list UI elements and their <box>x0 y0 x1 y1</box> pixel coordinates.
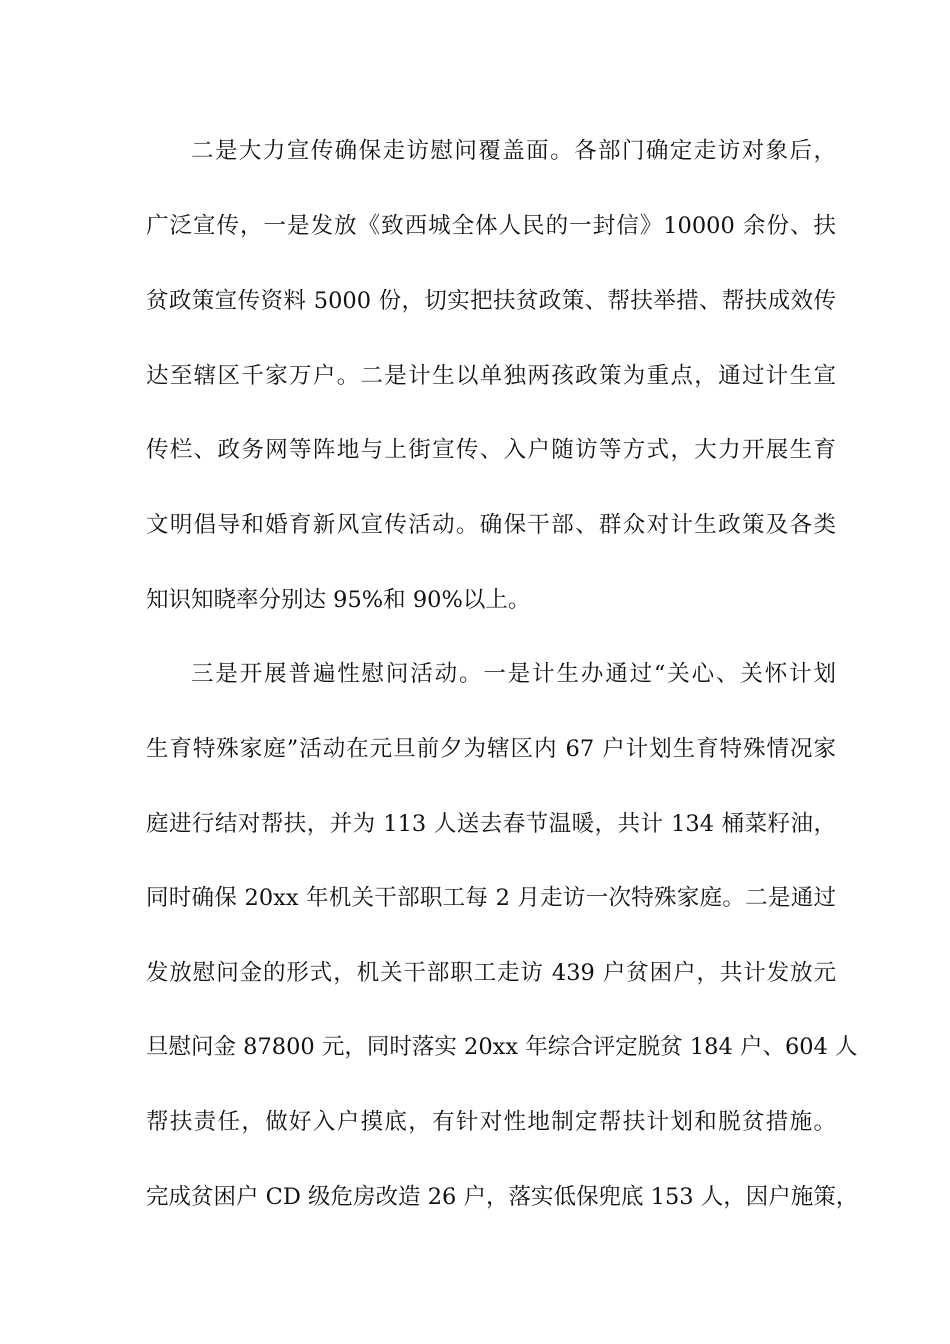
paragraph-2-line-6: 旦慰问金 87800 元，同时落实 20xx 年综合评定脱贫 184 户、604 人 <box>146 1034 858 1060</box>
paragraph-1-line-1: 二是大力宣传确保走访慰问覆盖面。各部门确定走访对象后， <box>191 138 836 164</box>
paragraph-2-line-2: 生育特殊家庭”活动在元旦前夕为辖区内 67 户计划生育特殊情况家 <box>146 736 836 762</box>
paragraph-2-line-7: 帮扶责任，做好入户摸底，有针对性地制定帮扶计划和脱贫措施。 <box>146 1109 836 1135</box>
paragraph-1-line-6: 文明倡导和婚育新风宣传活动。确保干部、群众对计生政策及各类 <box>146 512 836 538</box>
paragraph-2-line-4: 同时确保 20xx 年机关干部职工每 2 月走访一次特殊家庭。二是通过 <box>146 885 836 911</box>
paragraph-1-line-5: 传栏、政务网等阵地与上街宣传、入户随访等方式，大力开展生育 <box>146 437 836 463</box>
paragraph-1-line-3: 贫政策宣传资料 5000 份，切实把扶贫政策、帮扶举措、帮扶成效传 <box>146 288 836 314</box>
paragraph-2-line-5: 发放慰问金的形式，机关干部职工走访 439 户贫困户，共计发放元 <box>146 960 836 986</box>
paragraph-1-line-4: 达至辖区千家万户。二是计生以单独两孩政策为重点，通过计生宣 <box>146 363 836 389</box>
paragraph-1-line-7: 知识知晓率分别达 95%和 90%以上。 <box>146 587 531 613</box>
paragraph-2-line-8: 完成贫困户 CD 级危房改造 26 户，落实低保兜底 153 人，因户施策， <box>146 1184 859 1210</box>
paragraph-1-line-2: 广泛宣传，一是发放《致西城全体人民的一封信》10000 余份、扶 <box>146 213 836 239</box>
paragraph-2-line-1: 三是开展普遍性慰问活动。一是计生办通过“关心、关怀计划 <box>191 661 836 687</box>
paragraph-2-line-3: 庭进行结对帮扶，并为 113 人送去春节温暖，共计 134 桶菜籽油， <box>146 811 836 837</box>
